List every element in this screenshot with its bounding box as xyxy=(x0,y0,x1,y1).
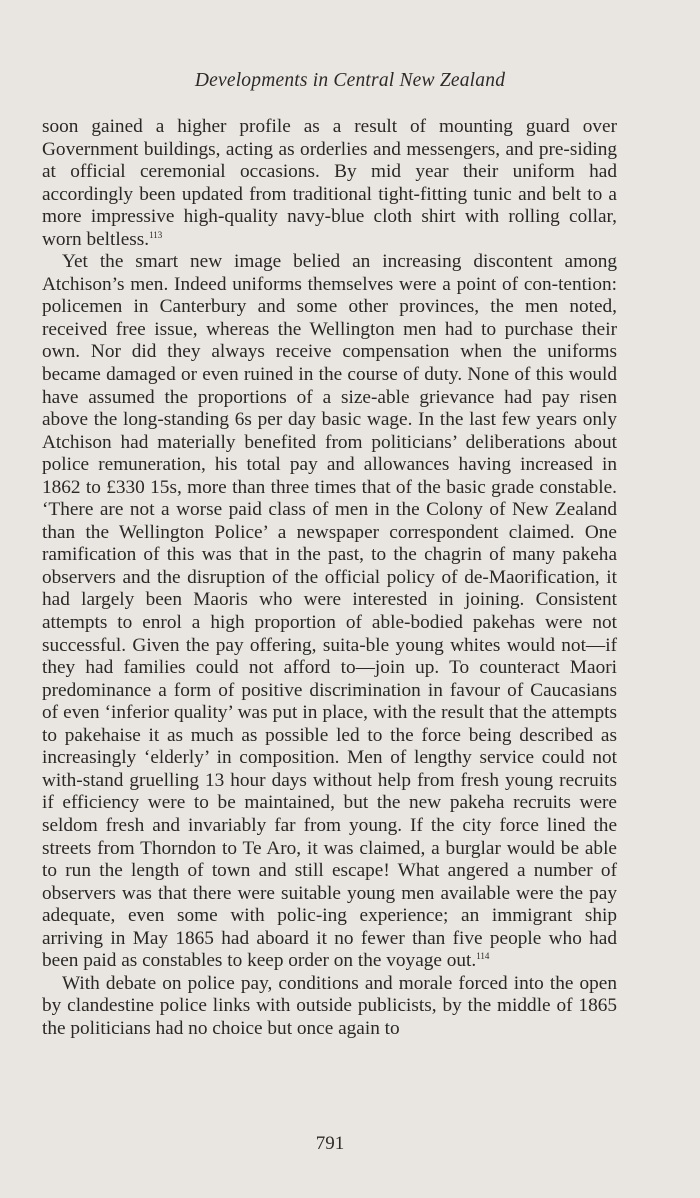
footnote-ref-114[interactable]: 114 xyxy=(476,951,490,962)
body-text xyxy=(42,116,617,1040)
paragraph-3-text: With debate on police pay, conditions and morale forced into the open by clandestine police links with outside publicists, by the middle of 1865 the politicians had no choice but once again to xyxy=(42,972,617,1039)
paragraph-1 xyxy=(42,116,617,251)
paragraph-2-text: Yet the smart new image belied an increasing discontent among Atchison’s men. Indeed uniforms themselves were a point of con-tention: policemen in Canterbury and some other provinces, the men noted, received free issue, whereas the Wellington men had to purchase their own. Nor did they always receive compensation when the uniforms became damaged or even ruined in the course of duty. None of this would have assumed the proportions of a size-able grievance had pay risen above the long-standing 6s per day basic wage. In the last few years only Atchison had materially benefited from politicians’ deliberations about police remuneration, his total pay and allowances having increased in 1862 to £330 15s, more than three times that of the basic grade constable. ‘There are not a worse paid class of men in the Colony of New Zealand than the Wellington Police’ a newspaper correspondent claimed. One ramification of this was that in the past, to the chagrin of many pakeha observers and the disruption of the official policy of de-Maorification, it had largely been Maoris who were interested in joining. Consistent attempts to enrol a high proportion of able-bodied pakehas were not successful. Given the pay offering, suita-ble young whites would not—if they had families could not afford to—join up. To counteract Maori predominance a form of positive discrimination in favour of Caucasians of even ‘inferior quality’ was put in place, with the result that the attempts to pakehaise it as much as possible led to the force being described as increasingly ‘elderly’ in composition. Men of lengthy service could not with-stand gruelling 13 hour days without help from fresh young recruits if efficiency were to be maintained, but the new pakeha recruits were seldom fresh and invariably far from young. If the city force lined the streets from Thorndon to Te Aro, it was claimed, a burglar would be able to run the length of town and still escape! What angered a number of observers was that there were suitable young men available were the pay adequate, even some with polic-ing experience; an immigrant ship arriving in May 1865 had aboard it no fewer than five people who had been paid as constables to keep order on the voyage out. xyxy=(42,251,617,972)
footnote-ref-113[interactable]: 113 xyxy=(149,229,163,240)
running-head: Developments in Central New Zealand xyxy=(194,70,506,91)
paragraph-1-text: soon gained a higher profile as a result of mounting guard over Government buildings, acting as orderlies and messengers, and pre-siding at official ceremonial occasions. By mid year their uniform had accordingly been updated from traditional tight-fitting tunic and belt to a more impressive high-quality navy-blue cloth shirt with rolling collar, worn beltless. xyxy=(42,116,617,250)
paragraph-2 xyxy=(42,251,617,973)
page-number: 791 xyxy=(315,1133,345,1154)
paragraph-3 xyxy=(42,973,617,1041)
